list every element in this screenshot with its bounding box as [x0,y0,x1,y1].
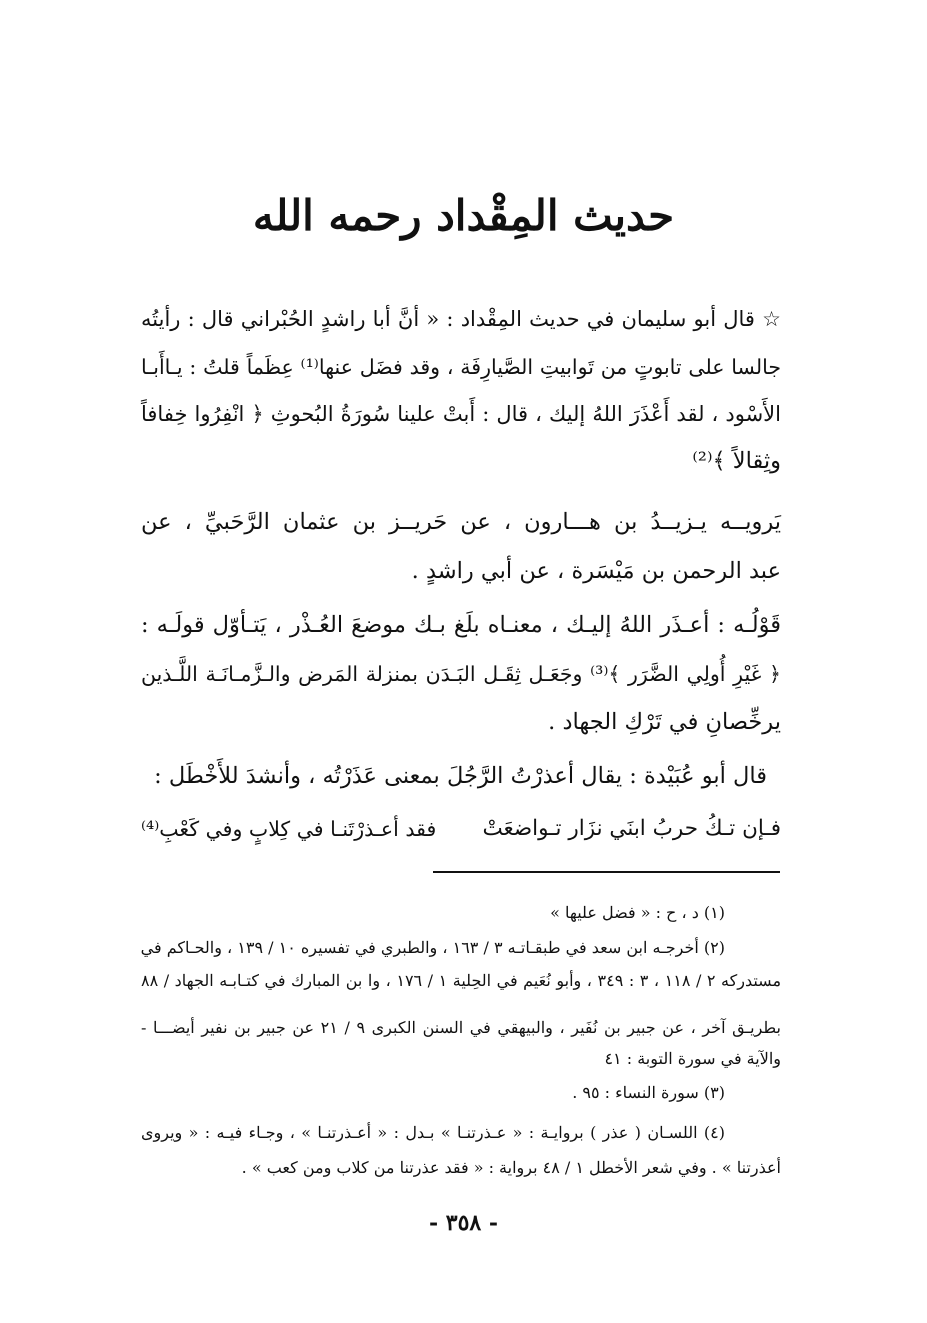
paragraph-3-line-1: قَوْلُـه : أعـذَر اللهُ إليـك ، معنـاه بلَغ بـك موضعَ العُـذْر ، يَتـأوّل قولَـه : [141,612,781,638]
footnote-2-line-3: بطريـق آخر ، عن جبير بن نُفَير ، والبيهقي في السنن الكبرى ٩ / ٢١ عن جبير بن نفير أيضـــا - [141,1018,782,1037]
paragraph-1-line-3: الأَسْود ، لقد أَعْذَرَ اللهُ إليك ، قال : أَبتْ علينا سُورَةُ البُحوثِ ﴿ انْفِرُوا خِفافاً [141,402,781,426]
paragraph-1-line-4: وثِقالاً ﴾⁽²⁾ [692,448,781,474]
footnote-2-line-4: والآية في سورة التوبة : ٤١ [604,1049,781,1068]
chapter-title: حديث المِقْداد رحمه الله [252,191,675,240]
footnote-1: (١) د ، ح : « فضل عليها » [550,903,725,922]
verse-first-hemistich: فـإن تـكُ حربُ ابنَي نزَار تـواضعَتْ [482,816,781,841]
verse-second-hemistich: فقد أعـذرْتَنـا في كِلابٍ وفي كَعْبِ⁽⁴⁾ [141,817,437,841]
footnote-4-line-1: (٤) اللسـان ( عذر ) بروايـة : « عـذرتنـا » بـدل : « أعـذرتنـا » ، وجـاء فيـه : « ويروى [141,1123,725,1142]
page-number: - ٣٥٨ - [428,1210,499,1236]
paragraph-1-line-1: ☆ قال أبو سليمان في حديث المِقْداد : « أنَّ أبا راشدٍ الحُبْراني قال : رأيتُه [141,307,781,331]
paragraph-2-line-2: عبد الرحمن بن مَيْسَرة ، عن أبي راشدٍ . [411,558,781,584]
paragraph-3-line-2: ﴿ غَيْرِ أُولِي الضَّرَر ﴾⁽³⁾ وجَعَـل ثِقَـل البَـدَن بمنزلة المَرض والـزَّمـانَـة اللَّـذين [141,662,781,686]
paragraph-4: قال أبو عُبَيْدة : يقال أعذرْتُ الرَّجُلَ بمعنى عَذَرْتُه ، وأنشدَ للأَخْطَل : [154,763,767,789]
paragraph-1-line-2: جالسا على تابوتٍ من تَوابيتِ الصَّيارِفَة ، وقد فضَل عنها⁽¹⁾ عِظَماً قلتُ : يـاأَبـا [141,355,782,379]
paragraph-3-line-3: يرخِّصانِ في تَرْكِ الجهاد . [548,709,781,735]
footnote-4-line-2: أعذرتنا » . وفي شعر الأخطل ١ / ٤٨ برواية : « فقد عذرتنا من كلاب ومن كعب » . [241,1158,781,1177]
footnote-2-line-2: مستدركه ٢ / ١١٨ ، ٣ : ٣٤٩ ، وأبو نُعَيم في الحِلية ١ / ١٧٦ ، وا بن المبارك في كتـابـه الجهاد / ٨٨ [141,971,782,990]
poetry-verse [141,812,781,846]
footnote-separator [433,871,780,873]
footnote-3: (٣) سورة النساء : ٩٥ . [572,1083,725,1102]
footnote-2-line-1: (٢) أخرجـه ابن سعد في طبقـاتـه ٣ / ١٦٣ ، والطبري في تفسيره ١٠ / ١٣٩ ، والحـاكم في [140,938,725,957]
paragraph-2-line-1: يَرويــه يـزيــدُ بن هـــارون ، عن حَريــز بن عثمان الرَّحَبيِّ ، عن [141,509,781,535]
